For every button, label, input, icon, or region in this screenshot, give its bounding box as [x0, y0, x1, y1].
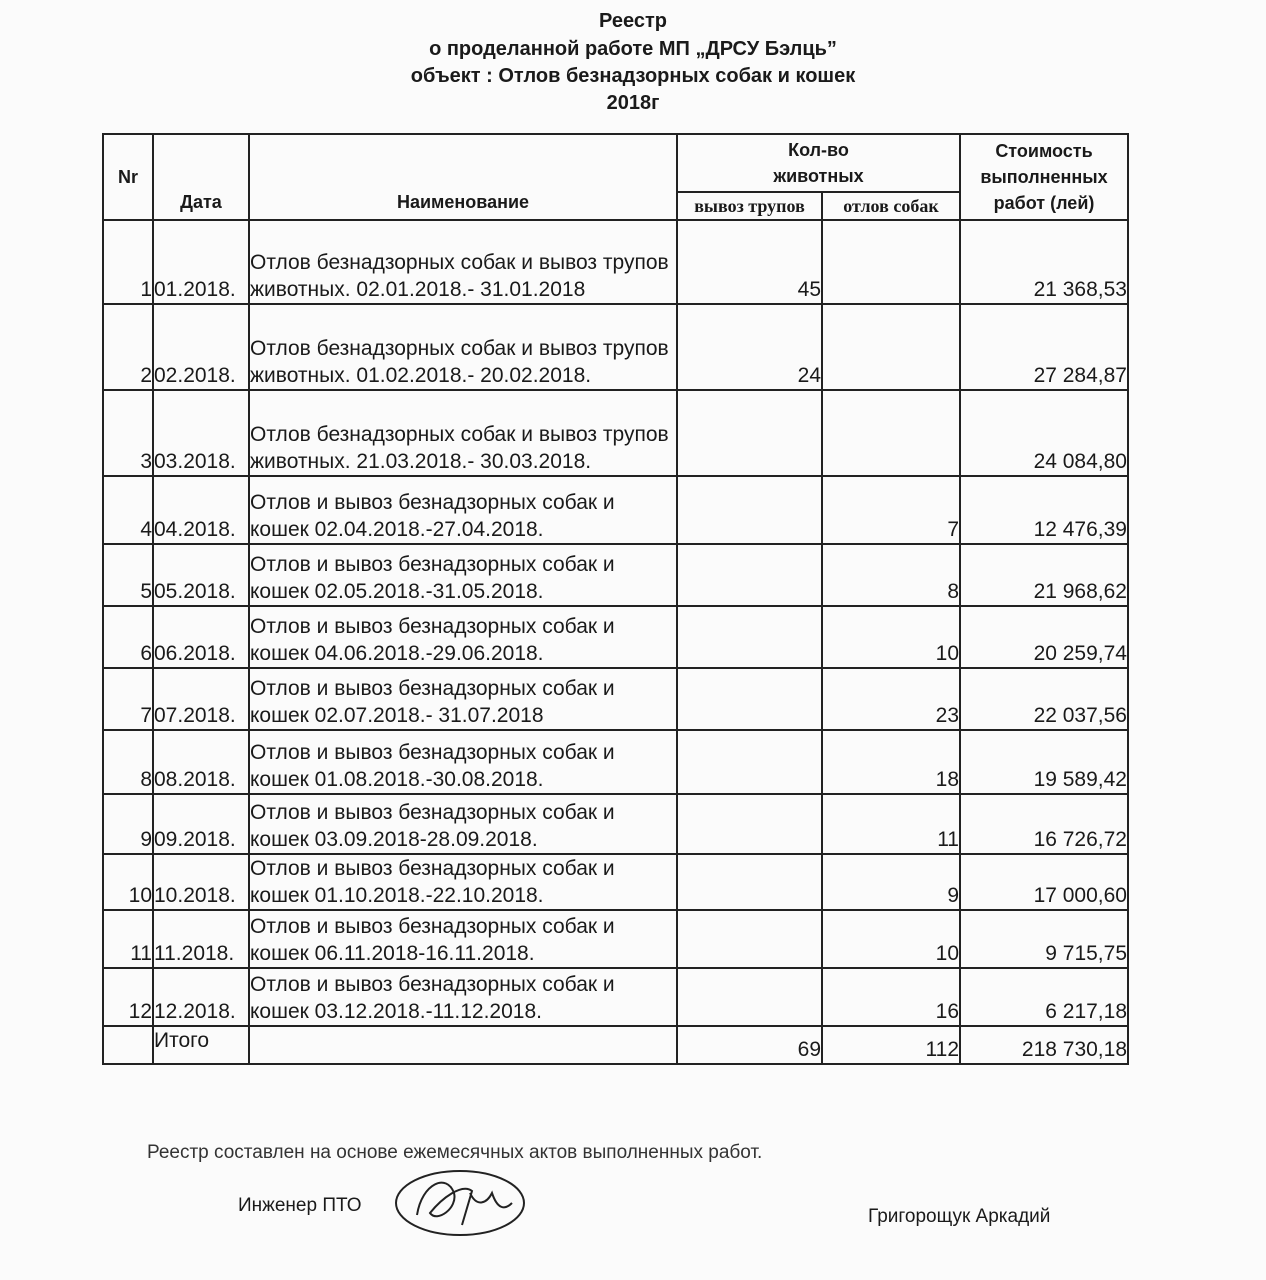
- table-row: [103, 854, 1128, 910]
- row-cost: 19 589,42: [960, 730, 1128, 794]
- row-dogs: 8: [822, 544, 960, 606]
- row-carcasses: [677, 544, 822, 606]
- row-carcasses: [677, 910, 822, 968]
- row-date: 05.2018.: [153, 544, 249, 606]
- col-date-header: Дата: [153, 134, 249, 220]
- table-row: [103, 220, 1128, 304]
- row-name: Отлов безнадзорных собак и вывоз трупов животных. 02.01.2018.- 31.01.2018: [249, 220, 677, 304]
- row-date: 06.2018.: [153, 606, 249, 668]
- row-cost: 24 084,80: [960, 390, 1128, 476]
- table-row: [103, 544, 1128, 606]
- row-carcasses: [677, 390, 822, 476]
- doc-object: объект : Отлов безнадзорных собак и кошек: [410, 65, 856, 87]
- table-row: [103, 794, 1128, 854]
- row-name: Отлов и вывоз безнадзорных собак и кошек 01.10.2018.-22.10.2018.: [249, 854, 677, 910]
- row-nr: 2: [103, 304, 153, 390]
- row-date: 08.2018.: [153, 730, 249, 794]
- row-dogs: 16: [822, 968, 960, 1026]
- total-name: [249, 1026, 677, 1064]
- row-name: Отлов безнадзорных собак и вывоз трупов животных. 21.03.2018.- 30.03.2018.: [249, 390, 677, 476]
- row-dogs: [822, 220, 960, 304]
- row-carcasses: [677, 668, 822, 730]
- row-nr: 4: [103, 476, 153, 544]
- engineer-position: Инженер ПТО: [238, 1195, 362, 1216]
- row-cost: 21 968,62: [960, 544, 1128, 606]
- table-row: [103, 968, 1128, 1026]
- row-cost: 9 715,75: [960, 910, 1128, 968]
- row-cost: 21 368,53: [960, 220, 1128, 304]
- row-cost: 16 726,72: [960, 794, 1128, 854]
- row-dogs: [822, 304, 960, 390]
- row-nr: 12: [103, 968, 153, 1026]
- col-cost-header: Стоимость выполненных работ (лей): [960, 134, 1128, 220]
- row-nr: 1: [103, 220, 153, 304]
- row-nr: 3: [103, 390, 153, 476]
- row-dogs: 10: [822, 606, 960, 668]
- total-label: Итого: [153, 1026, 249, 1064]
- table-row: [103, 668, 1128, 730]
- total-row: [103, 1026, 1128, 1064]
- row-dogs: 23: [822, 668, 960, 730]
- row-date: 01.2018.: [153, 220, 249, 304]
- row-name: Отлов и вывоз безнадзорных собак и кошек 06.11.2018-16.11.2018.: [249, 910, 677, 968]
- row-date: 09.2018.: [153, 794, 249, 854]
- row-carcasses: [677, 730, 822, 794]
- row-date: 11.2018.: [153, 910, 249, 968]
- table-row: [103, 910, 1128, 968]
- total-carcasses: 69: [677, 1026, 822, 1064]
- row-cost: 6 217,18: [960, 968, 1128, 1026]
- col-qty-header: Кол-во животных: [677, 134, 960, 192]
- row-dogs: 11: [822, 794, 960, 854]
- row-date: 10.2018.: [153, 854, 249, 910]
- row-date: 04.2018.: [153, 476, 249, 544]
- table-row: [103, 390, 1128, 476]
- row-date: 02.2018.: [153, 304, 249, 390]
- total-dogs: 112: [822, 1026, 960, 1064]
- row-name: Отлов и вывоз безнадзорных собак и кошек 02.07.2018.- 31.07.2018: [249, 668, 677, 730]
- table-row: [103, 730, 1128, 794]
- row-cost: 22 037,56: [960, 668, 1128, 730]
- registry-table: [102, 133, 1129, 1065]
- row-name: Отлов и вывоз безнадзорных собак и кошек 02.04.2018.-27.04.2018.: [249, 476, 677, 544]
- col-name-header: Наименование: [249, 134, 677, 220]
- row-cost: 17 000,60: [960, 854, 1128, 910]
- signer-name: Григорощук Аркадий: [868, 1206, 1051, 1227]
- row-date: 07.2018.: [153, 668, 249, 730]
- row-name: Отлов и вывоз безнадзорных собак и кошек 03.12.2018.-11.12.2018.: [249, 968, 677, 1026]
- row-dogs: 7: [822, 476, 960, 544]
- row-dogs: 9: [822, 854, 960, 910]
- row-date: 03.2018.: [153, 390, 249, 476]
- row-nr: 5: [103, 544, 153, 606]
- row-carcasses: [677, 968, 822, 1026]
- row-dogs: [822, 390, 960, 476]
- row-name: Отлов и вывоз безнадзорных собак и кошек 04.06.2018.-29.06.2018.: [249, 606, 677, 668]
- row-nr: 7: [103, 668, 153, 730]
- row-carcasses: [677, 476, 822, 544]
- row-dogs: 10: [822, 910, 960, 968]
- row-cost: 20 259,74: [960, 606, 1128, 668]
- col-nr-header: Nr: [103, 134, 153, 220]
- row-name: Отлов и вывоз безнадзорных собак и кошек 02.05.2018.-31.05.2018.: [249, 544, 677, 606]
- row-carcasses: [677, 854, 822, 910]
- table-row: [103, 304, 1128, 390]
- row-nr: 9: [103, 794, 153, 854]
- row-cost: 12 476,39: [960, 476, 1128, 544]
- row-nr: 10: [103, 854, 153, 910]
- signature-mark: [392, 1163, 532, 1243]
- doc-title: Реестр: [599, 10, 667, 32]
- table-row: [103, 606, 1128, 668]
- row-carcasses: [677, 606, 822, 668]
- row-name: Отлов безнадзорных собак и вывоз трупов животных. 01.02.2018.- 20.02.2018.: [249, 304, 677, 390]
- total-nr: [103, 1026, 153, 1064]
- row-cost: 27 284,87: [960, 304, 1128, 390]
- row-nr: 11: [103, 910, 153, 968]
- row-name: Отлов и вывоз безнадзорных собак и кошек 03.09.2018-28.09.2018.: [249, 794, 677, 854]
- doc-subtitle: о проделанной работе МП „ДРСУ Бэлць”: [429, 38, 837, 60]
- row-dogs: 18: [822, 730, 960, 794]
- footer-note: Реестр составлен на основе ежемесячных актов выполненных работ.: [147, 1142, 763, 1163]
- col-dogs-header: отлов собак: [822, 192, 960, 220]
- row-carcasses: 45: [677, 220, 822, 304]
- col-carcasses-header: вывоз трупов: [677, 192, 822, 220]
- row-nr: 8: [103, 730, 153, 794]
- doc-year: 2018г: [606, 92, 660, 114]
- total-cost: 218 730,18: [960, 1026, 1128, 1064]
- row-name: Отлов и вывоз безнадзорных собак и кошек 01.08.2018.-30.08.2018.: [249, 730, 677, 794]
- row-carcasses: [677, 794, 822, 854]
- row-carcasses: 24: [677, 304, 822, 390]
- row-nr: 6: [103, 606, 153, 668]
- row-date: 12.2018.: [153, 968, 249, 1026]
- table-row: [103, 476, 1128, 544]
